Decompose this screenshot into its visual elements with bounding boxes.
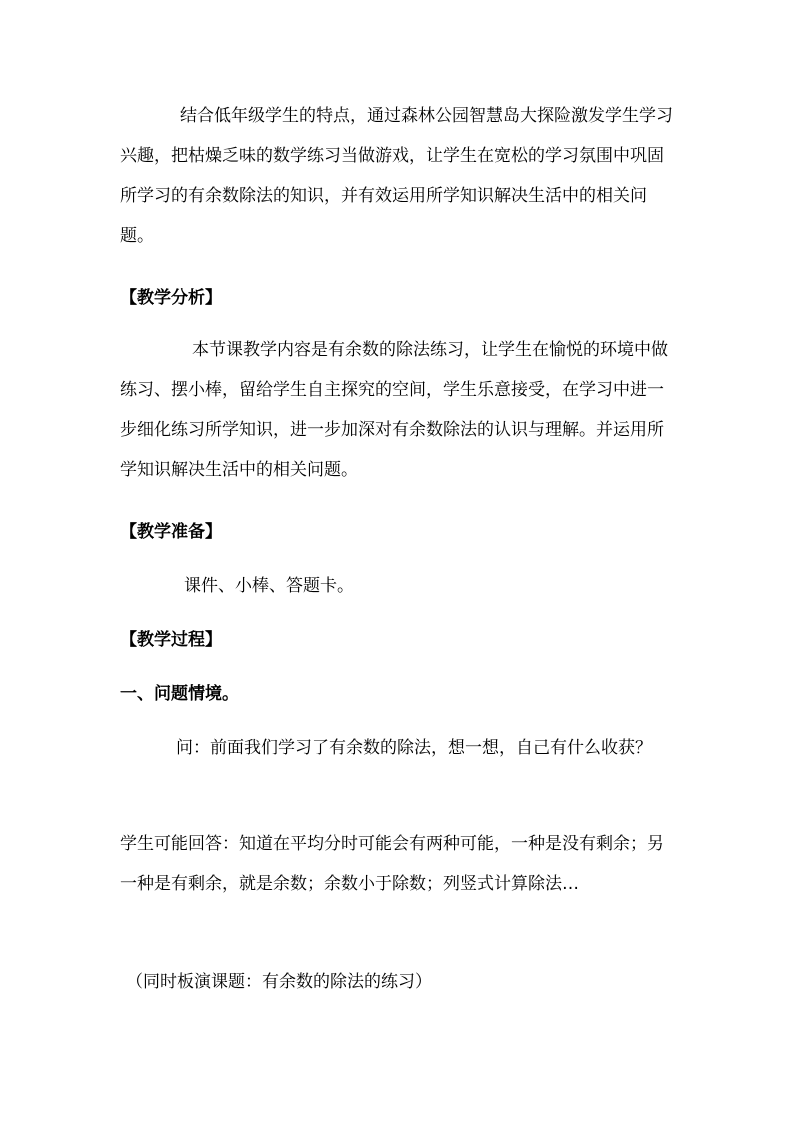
board-note-paragraph: （同时板演课题：有余数的除法的练习） [126,972,432,992]
teaching-process-heading: 【教学过程】 [120,630,222,650]
answer-paragraph: 学生可能回答：知道在平均分时可能会有两种可能，一种是没有剩余；另一种是有剩余，就是余数；余数小于除数；列竖式计算除法… [120,834,664,894]
teaching-preparation-paragraph: 课件、小棒、答题卡。 [184,576,354,596]
intro-paragraph: 结合低年级学生的特点，通过森林公园智慧岛大探险激发学生学习兴趣，把枯燥乏味的数学练习当做游戏，让学生在宽松的学习氛围中巩固所学习的有余数除法的知识，并有效运用所学知识解决生活中的相关问题。 [120,106,673,246]
question-paragraph: 问：前面我们学习了有余数的除法，想一想，自己有什么收获？ [176,738,652,758]
section-one-heading: 一、问题情境。 [120,684,239,704]
teaching-preparation-heading: 【教学准备】 [120,522,222,542]
teaching-analysis-paragraph: 本节课教学内容是有余数的除法练习，让学生在愉悦的环境中做练习、摆小棒，留给学生自主探究的空间，学生乐意接受，在学习中进一步细化练习所学知识，进一步加深对有余数除法的认识与理解。并运用所学知识解决生活中的相关问题。 [120,340,668,480]
teaching-analysis-heading: 【教学分析】 [120,288,222,308]
